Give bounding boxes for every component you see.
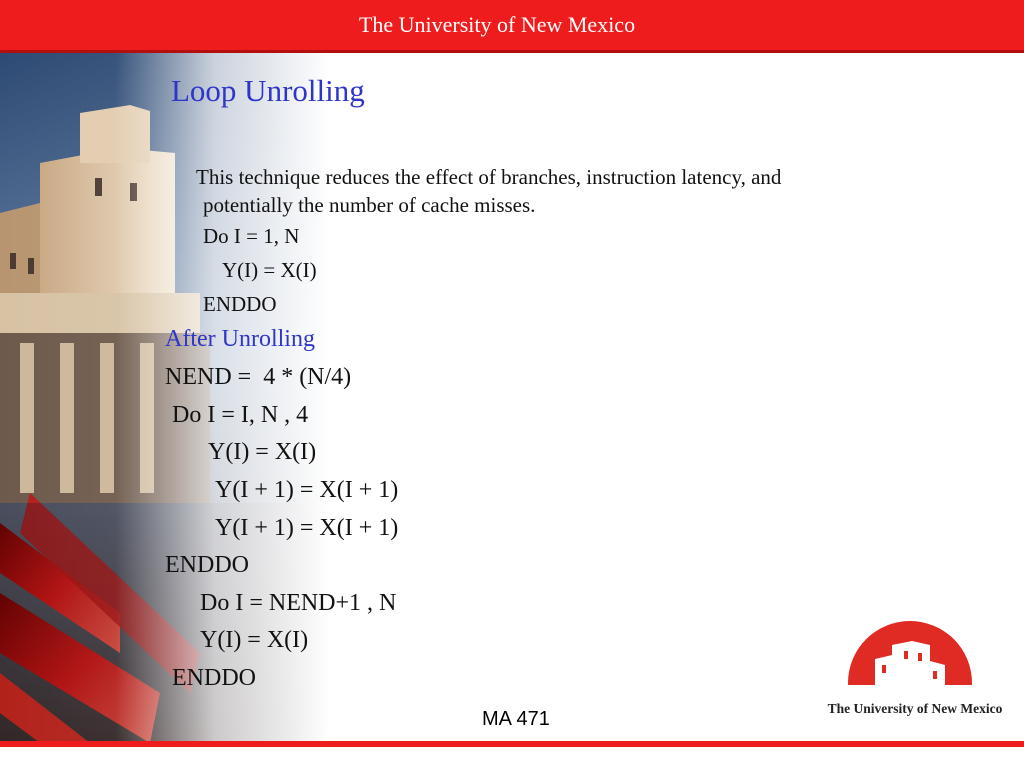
intro-line-2: potentially the number of cache misses.	[203, 193, 536, 217]
unrolled-code-line-7: Do I = NEND+1 , N	[200, 590, 397, 616]
unrolled-code-line-4: Y(I + 1) = X(I + 1)	[215, 477, 399, 503]
unrolled-code-line-9: ENDDO	[172, 665, 256, 691]
course-label: MA 471	[482, 708, 550, 730]
unrolled-code-line-1: NEND = 4 * (N/4)	[165, 364, 352, 390]
unrolled-code-line-8: Y(I) = X(I)	[200, 627, 309, 653]
original-code-line-2: Y(I) = X(I)	[222, 258, 317, 282]
logo-text: The University of New Mexico	[827, 701, 1003, 716]
original-code-line-1: Do I = 1, N	[203, 224, 300, 248]
footer-bar	[0, 741, 1024, 747]
intro-paragraph	[196, 163, 936, 219]
header-bar	[0, 0, 1024, 53]
after-unrolling-heading: After Unrolling	[165, 326, 315, 352]
unm-logo	[820, 615, 1010, 735]
unrolled-code-line-3: Y(I) = X(I)	[208, 439, 317, 465]
original-code-line-3: ENDDO	[203, 292, 277, 316]
header-title: The University of New Mexico	[358, 12, 636, 37]
intro-line-1: This technique reduces the effect of branches, instruction latency, and	[196, 165, 782, 189]
unrolled-code-line-5: Y(I + 1) = X(I + 1)	[215, 515, 399, 541]
unrolled-code-line-6: ENDDO	[165, 552, 249, 578]
slide-title: Loop Unrolling	[171, 73, 365, 108]
unrolled-code-line-2: Do I = I, N , 4	[172, 402, 309, 428]
